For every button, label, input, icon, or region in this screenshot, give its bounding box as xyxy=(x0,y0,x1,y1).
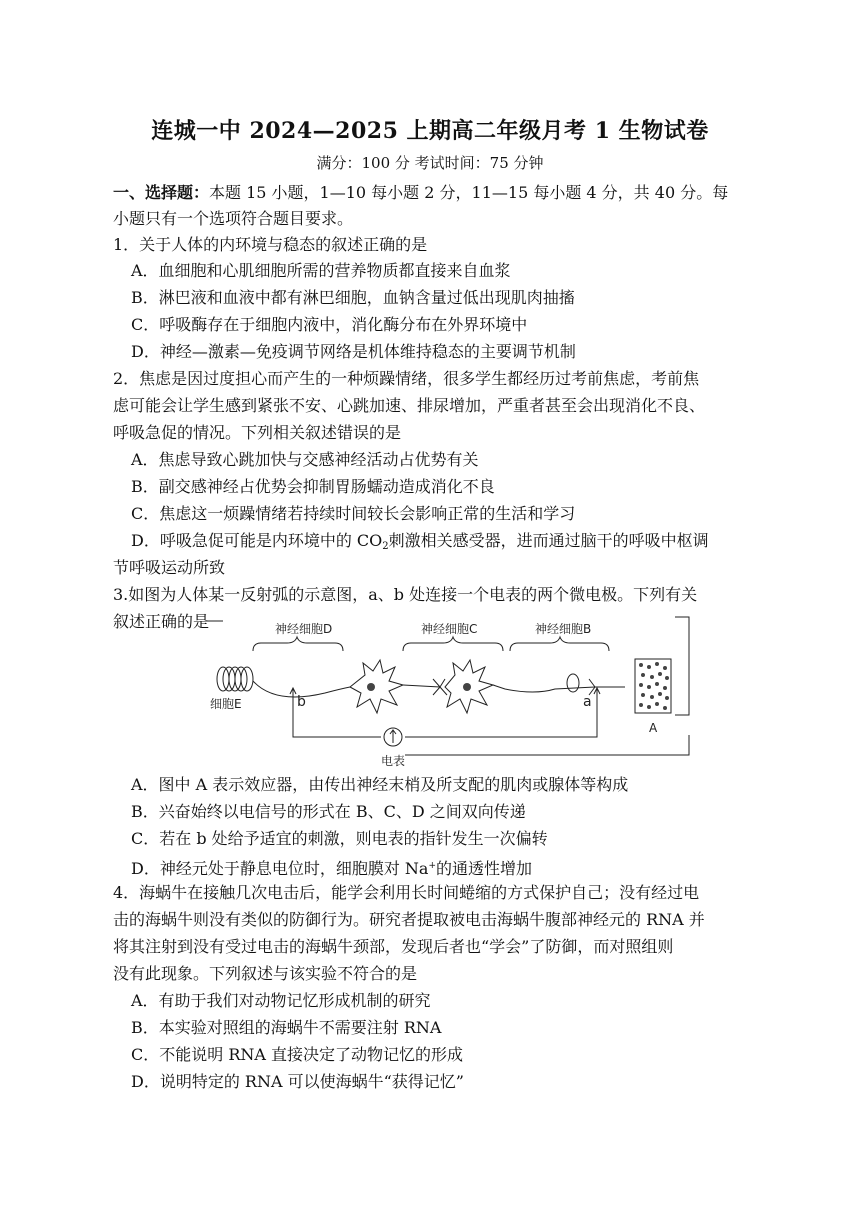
q4-option-a[interactable]: A．有助于我们对动物记忆形成机制的研究 xyxy=(131,991,431,1010)
q3-option-b[interactable]: B．兴奋始终以电信号的形式在 B、C、D 之间双向传递 xyxy=(131,802,526,821)
label-electrode-a: a xyxy=(583,694,592,710)
q4-option-d[interactable]: D．说明特定的 RNA 可以使海蜗牛“获得记忆” xyxy=(131,1072,464,1091)
q1-option-c[interactable]: C．呼吸酶存在于细胞内液中，消化酶分布在外界环境中 xyxy=(131,315,528,334)
label-neuron-b: 神经细胞B xyxy=(535,622,592,636)
q2-option-d[interactable] xyxy=(131,531,709,557)
q1-option-a[interactable]: A．血细胞和心肌细胞所需的营养物质都直接来自血浆 xyxy=(131,261,511,280)
q3-option-a[interactable]: A．图中 A 表示效应器，由传出神经末梢及所支配的肌肉或腺体等构成 xyxy=(131,775,629,794)
label-electrode-b: b xyxy=(297,694,306,710)
q3-stem-line-1: 3.如图为人体某一反射弧的示意图，a、b 处连接一个电表的两个微电极。下列有关 xyxy=(113,585,698,604)
q3-option-d-sup: + xyxy=(428,861,437,871)
q2-option-a[interactable]: A．焦虑导致心跳加快与交感神经活动占优势有关 xyxy=(131,450,479,469)
q1-option-d[interactable]: D．神经—激素—免疫调节网络是机体维持稳态的主要调节机制 xyxy=(131,342,576,361)
section-label: 一、选择题： xyxy=(113,183,210,202)
q2-option-b[interactable]: B．副交感神经占优势会抑制胃肠蠕动造成消化不良 xyxy=(131,477,495,496)
label-effector-a: A xyxy=(649,721,658,735)
section-intro-line-1 xyxy=(113,183,728,203)
q4-stem-line-2: 击的海蜗牛则没有类似的防御行为。研究者提取被电击海蜗牛腹部神经元的 RNA 并 xyxy=(113,910,705,929)
q3-option-c[interactable]: C．若在 b 处给予适宜的刺激，则电表的指针发生一次偏转 xyxy=(131,829,548,848)
q4-option-c[interactable]: C．不能说明 RNA 直接决定了动物记忆的形成 xyxy=(131,1045,464,1064)
q2-option-d-line-2: 节呼吸运动所致 xyxy=(113,558,226,577)
section-intro-line-2: 小题只有一个选项符合题目要求。 xyxy=(113,209,354,228)
q3-stem-line-2: 叙述正确的是 xyxy=(113,612,210,631)
q4-stem-line-3: 将其注射到没有受过电击的海蜗牛颈部，发现后者也“学会”了防御，而对照组则 xyxy=(113,937,674,956)
q2-stem-line-2: 虑可能会让学生感到紧张不安、心跳加速、排尿增加，严重者甚至会出现消化不良、 xyxy=(113,396,706,415)
q3-option-d[interactable] xyxy=(131,856,532,879)
q4-stem-line-4: 没有此现象。下列叙述与该实验不符合的是 xyxy=(113,964,418,983)
q4-option-b[interactable]: B．本实验对照组的海蜗牛不需要注射 RNA xyxy=(131,1018,442,1037)
label-meter: 电表 xyxy=(381,754,406,768)
q4-stem-line-1: 4．海蜗牛在接触几次电击后，能学会利用长时间蜷缩的方式保护自己；没有经过电 xyxy=(113,883,700,902)
exam-title: 连城一中 2024—2025 上期高二年级月考 1 生物试卷 xyxy=(151,118,709,144)
q2-stem-line-3: 呼吸急促的情况。下列相关叙述错误的是 xyxy=(113,423,402,442)
q2-option-d-sub: 2 xyxy=(382,541,389,552)
q2-option-d-post: 刺激相关感受器，进而通过脑干的呼吸中枢调 xyxy=(388,531,709,550)
q2-stem-line-1: 2．焦虑是因过度担心而产生的一种烦躁情绪，很多学生都经历过考前焦虑，考前焦 xyxy=(113,369,700,388)
label-neuron-d: 神经细胞D xyxy=(275,622,333,636)
q1-stem: 1．关于人体的内环境与稳态的叙述正确的是 xyxy=(113,235,428,254)
label-cell-e: 细胞E xyxy=(210,697,242,711)
q1-option-b[interactable]: B．淋巴液和血液中都有淋巴细胞，血钠含量过低出现肌肉抽搐 xyxy=(131,288,575,307)
exam-meta: 满分：100 分 考试时间：75 分钟 xyxy=(316,154,544,172)
q3-option-d-post: 的通透性增加 xyxy=(436,859,533,878)
q3-option-d-pre: D．神经元处于静息电位时，细胞膜对 Na xyxy=(131,859,429,878)
section-intro-text: 本题 15 小题，1—10 每小题 2 分，11—15 每小题 4 分，共 40 分。每 xyxy=(209,183,729,202)
label-neuron-c: 神经细胞C xyxy=(421,622,478,636)
q2-option-c[interactable]: C．焦虑这一烦躁情绪若持续时间较长会影响正常的生活和学习 xyxy=(131,504,576,523)
reflex-arc-figure xyxy=(205,615,705,770)
q2-option-d-pre: D．呼吸急促可能是内环境中的 CO xyxy=(131,531,383,550)
